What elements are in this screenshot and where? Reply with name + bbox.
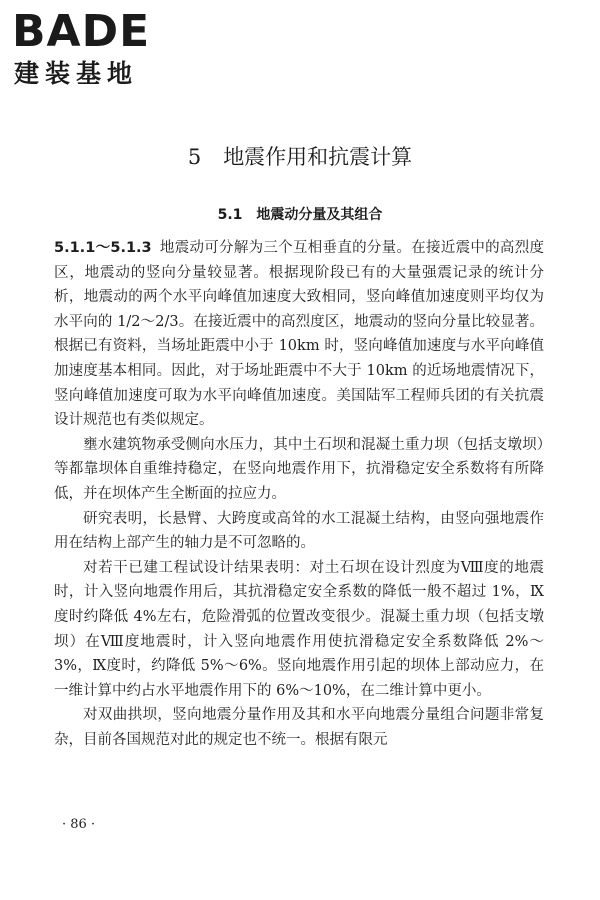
chapter-title (0, 143, 600, 171)
section-title-text: 地震动分量及其组合 (256, 207, 383, 223)
logo-wordmark: BADE (12, 6, 151, 57)
section-title (0, 205, 600, 225)
paragraph: 研究表明，长悬臂、大跨度或高耸的水工混凝土结构，由竖向强地震作用在结构上部产生的轴力是不可忽略的。 (54, 510, 544, 552)
paragraph (54, 236, 544, 433)
paragraph-text: 地震动可分解为三个互相垂直的分量。在接近震中的高烈度区，地震动的竖向分量较显著。根据现阶段已有的大量强震记录的统计分析，地震动的两个水平向峰值加速度大致相同，竖向峰值加速度则平均仅为水平向的 1/2～2/3。在接近震中的高烈度区，地震动的竖向分量比较显著。根据已有资料，当场址距震中小于 10km 时，竖向峰值加速度与水平向峰值加速度基本相同。因此，对于场址距震中不大于 10km 的近场地震情况下，竖向峰值加速度可取为水平向峰值加速度。美国陆军工程师兵团的有关抗震设计规范也有类似规定。 (54, 240, 544, 429)
chapter-number: 5 (187, 145, 202, 169)
paragraph: 对若干已建工程试设计结果表明：对土石坝在设计烈度为Ⅷ度的地震时，计入竖向地震作用后，其抗滑稳定安全系数的降低一般不超过 1%，Ⅸ度时约降低 4%左右，危险滑弧的位置改变很少。混凝土重力坝（包括支墩坝）在Ⅷ度地震时，计入竖向地震作用使抗滑稳定安全系数降低 2%～3%，Ⅸ度时，约降低 5%～6%。竖向地震作用引起的坝体上部动应力，在一维计算中约占水平地震作用下的 6%～10%，在二维计算中更小。 (54, 559, 544, 699)
paragraph: 壅水建筑物承受侧向水压力，其中土石坝和混凝土重力坝（包括支墩坝）等都靠坝体自重维持稳定，在竖向地震作用下，抗滑稳定安全系数将有所降低，并在坝体产生全断面的拉应力。 (54, 436, 544, 502)
logo-subtitle: 建装基地 (14, 59, 139, 88)
clause-number: 5.1.1～5.1.3 (54, 240, 152, 256)
paragraph: 对双曲拱坝，竖向地震分量作用及其和水平向地震分量组合问题非常复杂，目前各国规范对此的规定也不统一。根据有限元 (54, 707, 544, 748)
page-number: · 86 · (62, 817, 96, 832)
body-text (54, 236, 544, 752)
chapter-title-text: 地震作用和抗震计算 (223, 145, 413, 169)
section-number: 5.1 (217, 207, 243, 223)
logo (12, 6, 182, 88)
